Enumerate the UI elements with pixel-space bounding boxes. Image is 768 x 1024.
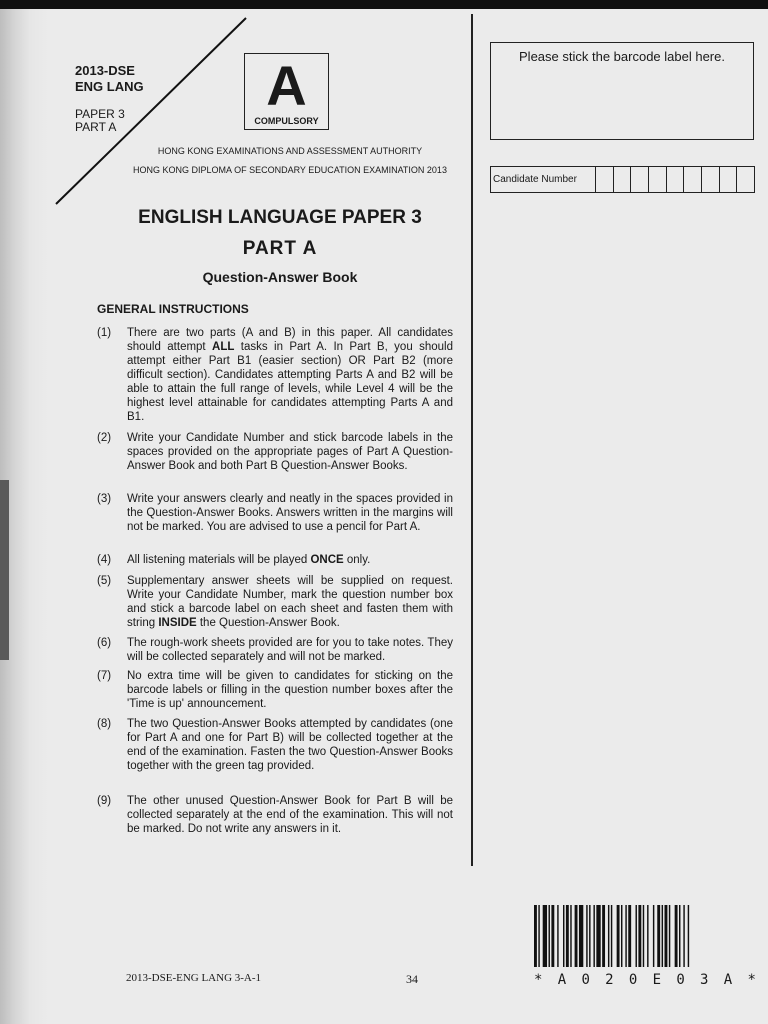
barcode-bar [566,905,569,967]
exam-code: 2013-DSE [75,63,135,78]
instructions-heading: GENERAL INSTRUCTIONS [97,302,249,316]
barcode-bar [647,905,648,967]
binding-staple-mark [0,480,9,660]
barcode-bar [534,905,537,967]
barcode-bar [551,905,554,967]
candidate-digit-box[interactable] [720,167,738,192]
subject-code: ENG LANG [75,79,144,94]
compulsory-label: COMPULSORY [254,116,319,126]
column-divider [471,14,473,866]
candidate-digit-box[interactable] [684,167,702,192]
barcode-bar [628,905,631,967]
page-title: ENGLISH LANGUAGE PAPER 3 [138,207,422,228]
barcode-bar [675,905,678,967]
barcode-bar [638,905,641,967]
candidate-digit-box[interactable] [667,167,685,192]
barcode-char: A [723,972,733,988]
candidate-number-label: Candidate Number [491,167,596,192]
barcode-char: E [652,972,662,988]
barcode-bar [688,905,689,967]
diploma-name: HONG KONG DIPLOMA OF SECONDARY EDUCATION EXAMINATION 2013 [133,165,447,175]
page-number: 34 [406,972,418,986]
barcode-bar [575,905,578,967]
barcode-char: 0 [676,972,685,988]
barcode-label-prompt: Please stick the barcode label here. [519,49,725,64]
barcode-char: * [747,972,756,988]
authority-name: HONG KONG EXAMINATIONS AND ASSESSMENT AUTHORITY [157,146,423,156]
compulsory-letter: A [266,54,307,117]
barcode-bar [665,905,668,967]
barcode-label-area[interactable] [490,42,754,140]
page-subtitle: Question-Answer Book [202,269,358,285]
barcode-char: 0 [628,972,638,988]
barcode-graphic [534,905,756,967]
barcode-bar [593,905,594,967]
barcode-bar [586,905,587,967]
candidate-digit-box[interactable] [649,167,667,192]
barcode-bar [602,905,605,967]
barcode-char: A [557,972,567,988]
barcode-bar [679,905,680,967]
candidate-digit-box[interactable] [596,167,614,192]
barcode-char: 0 [581,972,590,988]
barcode-bar [636,905,637,967]
candidate-digit-box[interactable] [737,167,754,192]
page-part-title: PART A [242,238,318,259]
barcode-bar [543,905,547,967]
barcode-bar [653,905,654,967]
candidate-number-field[interactable] [490,166,755,193]
barcode-char: * [534,972,543,988]
barcode-bar [549,905,550,967]
barcode-bar [617,905,620,967]
part-label: PART A [75,120,117,134]
candidate-digit-box[interactable] [702,167,720,192]
candidate-digit-box[interactable] [631,167,649,192]
barcode-bar [662,905,663,967]
barcode-bar [657,905,660,967]
compulsory-box [244,53,329,130]
barcode-bar [589,905,590,967]
barcode-bar [621,905,622,967]
barcode-bar [538,905,539,967]
barcode-bar [557,905,558,967]
barcode-bar [563,905,564,967]
barcode-bar [625,905,626,967]
barcode-bar [643,905,644,967]
barcode-char: 2 [605,972,614,988]
page-footer-code: 2013-DSE-ENG LANG 3-A-1 [126,972,262,984]
barcode-bar [570,905,571,967]
paper-label: PAPER 3 [75,107,125,121]
barcode-bar [611,905,612,967]
barcode-text [534,972,756,988]
barcode-char: 3 [700,972,709,988]
barcode-bar [683,905,684,967]
barcode-bar [669,905,670,967]
barcode-bar [596,905,600,967]
barcode-bar [579,905,583,967]
barcode-bar [608,905,609,967]
candidate-digit-box[interactable] [614,167,632,192]
